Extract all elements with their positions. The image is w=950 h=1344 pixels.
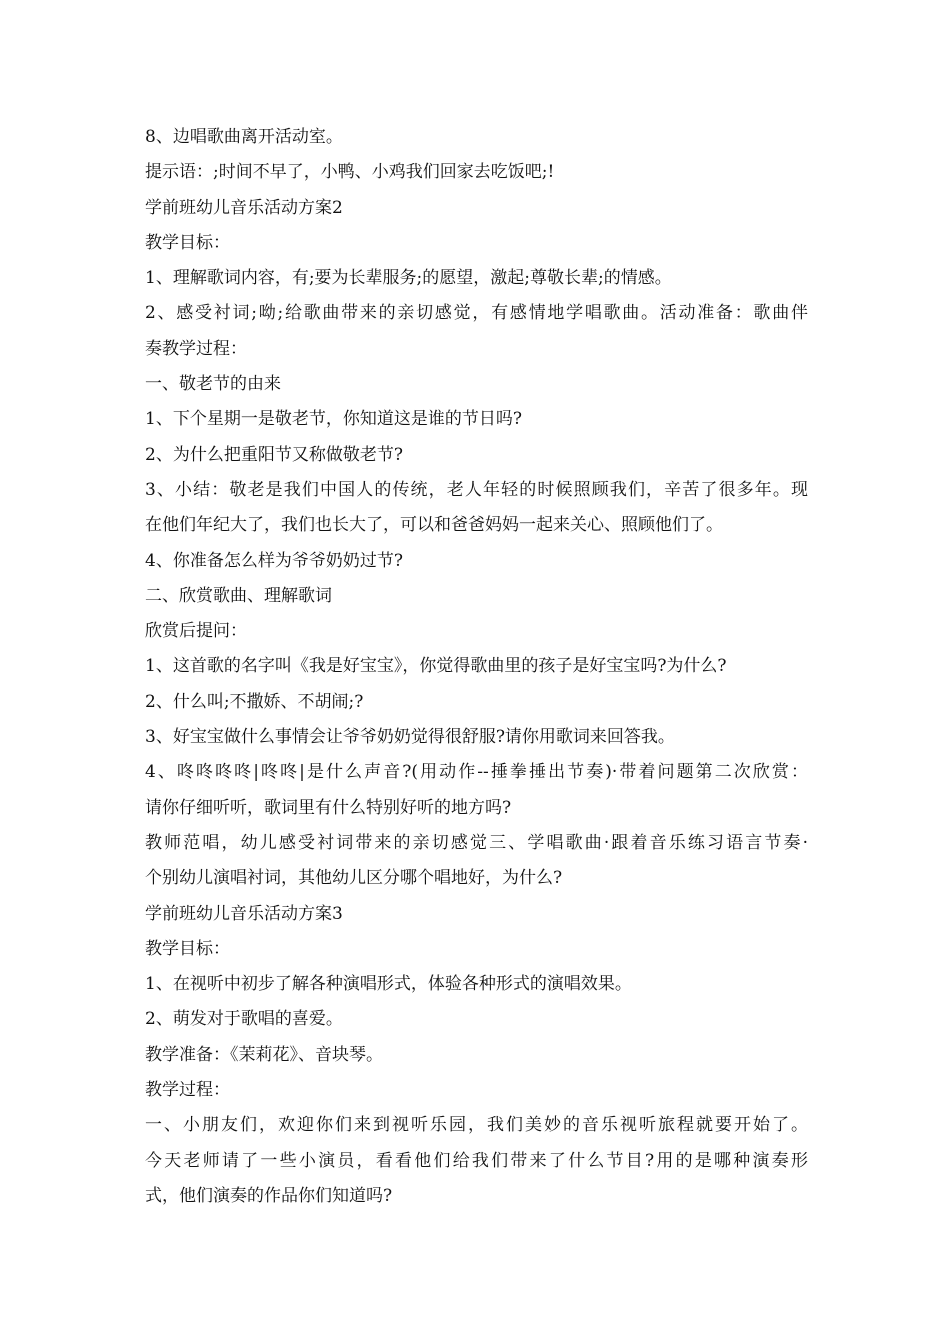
text-line: 今天老师请了一些小演员，看看他们给我们带来了什么节目?用的是哪种演奏形 <box>145 1150 808 1171</box>
text-line: 教学目标： <box>145 938 230 959</box>
section-heading: 学前班幼儿音乐活动方案2 <box>145 197 343 218</box>
text-line: 2、什么叫;不撒娇、不胡闹;? <box>145 691 364 712</box>
text-line: 教学目标： <box>145 232 230 253</box>
text-line: 1、在视听中初步了解各种演唱形式，体验各种形式的演唱效果。 <box>145 974 632 995</box>
text-line: 一、敬老节的由来 <box>145 374 281 395</box>
document-body <box>145 124 808 1218</box>
text-line: 一、小朋友们，欢迎你们来到视听乐园，我们美妙的音乐视听旅程就要开始了。 <box>145 1115 808 1136</box>
text-line: 提示语：;时间不早了，小鸭、小鸡我们回家去吃饭吧;! <box>145 162 555 183</box>
text-line: 3、小结：敬老是我们中国人的传统，老人年轻的时候照顾我们，辛苦了很多年。现 <box>145 479 808 500</box>
text-line: 2、感受衬词;呦;给歌曲带来的亲切感觉，有感情地学唱歌曲。活动准备：歌曲伴 <box>145 303 808 324</box>
text-line: 3、好宝宝做什么事情会让爷爷奶奶觉得很舒服?请你用歌词来回答我。 <box>145 727 675 748</box>
text-line: 个别幼儿演唱衬词，其他幼儿区分哪个唱地好，为什么? <box>145 868 563 889</box>
section-heading: 学前班幼儿音乐活动方案3 <box>145 903 343 924</box>
text-line: 欣赏后提问： <box>145 621 247 642</box>
text-line: 二、欣赏歌曲、理解歌词 <box>145 585 332 606</box>
text-line: 4、你准备怎么样为爷爷奶奶过节? <box>145 550 403 571</box>
text-line: 2、萌发对于歌唱的喜爱。 <box>145 1009 343 1030</box>
text-line: 1、理解歌词内容，有;要为长辈服务;的愿望，激起;尊敬长辈;的情感。 <box>145 268 672 289</box>
text-line: 教学准备：《茉莉花》、音块琴。 <box>145 1044 383 1065</box>
text-line: 在他们年纪大了，我们也长大了，可以和爸爸妈妈一起来关心、照顾他们了。 <box>145 515 723 536</box>
text-line: 1、这首歌的名字叫《我是好宝宝》，你觉得歌曲里的孩子是好宝宝吗?为什么? <box>145 656 727 677</box>
text-line: 奏教学过程： <box>145 338 247 359</box>
text-line: 教师范唱，幼儿感受衬词带来的亲切感觉三、学唱歌曲·跟着音乐练习语言节奏· <box>145 832 808 853</box>
text-line: 式，他们演奏的作品你们知道吗? <box>145 1185 393 1206</box>
text-line: 请你仔细听听，歌词里有什么特别好听的地方吗? <box>145 797 512 818</box>
text-line: 2、为什么把重阳节又称做敬老节? <box>145 444 403 465</box>
text-line: 8、边唱歌曲离开活动室。 <box>145 127 343 147</box>
text-line: 1、下个星期一是敬老节，你知道这是谁的节日吗? <box>145 409 522 430</box>
text-line: 4、咚咚咚咚|咚咚|是什么声音?(用动作--捶拳捶出节奏)·带着问题第二次欣赏： <box>145 762 808 783</box>
text-line: 教学过程： <box>145 1080 230 1101</box>
